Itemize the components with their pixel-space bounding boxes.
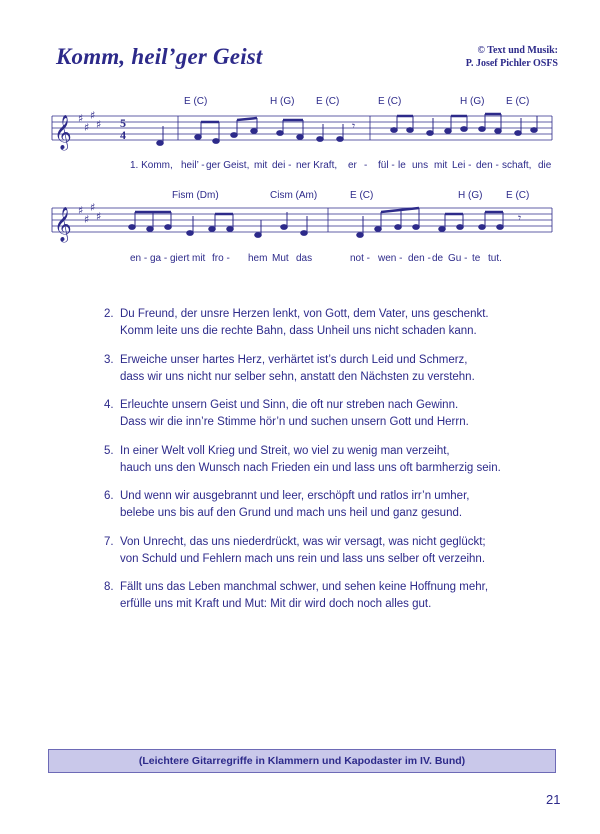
- staff-notation-1: [48, 108, 556, 158]
- svg-text:♯: ♯: [78, 112, 84, 125]
- svg-text:♯: ♯: [84, 213, 90, 226]
- time-signature: [120, 116, 126, 142]
- verse-number: 3.: [104, 353, 114, 366]
- lyric-syllable: tut.: [488, 253, 502, 264]
- lyric-syllable: Lei -: [452, 160, 472, 171]
- staff-notation-2: [48, 200, 556, 250]
- guitar-note-text: (Leichtere Gitarregriffe in Klammern und Kapodaster im IV. Bund): [138, 755, 466, 767]
- verse-line: hauch uns den Wunsch nach Frieden ein und lass uns oft barmherzig sein.: [120, 461, 501, 474]
- verse-line: von Schuld und Fehlern mach uns rein und lass uns selber oft verzeihn.: [120, 552, 486, 565]
- notes-group-2: [129, 208, 522, 237]
- chord-symbol: H (G): [270, 96, 295, 107]
- verse-6: [104, 488, 544, 522]
- chord-symbol: H (G): [458, 190, 483, 201]
- credit-author: P. Josef Pichler OSFS: [465, 58, 558, 69]
- verse-line: Fällt uns das Leben manchmal schwer, und sehen keine Hoffnung mehr,: [120, 581, 489, 593]
- lyric-syllable: ner Kraft,: [296, 160, 338, 171]
- chord-symbol: E (C): [506, 96, 530, 107]
- chord-symbol: E (C): [506, 190, 530, 201]
- chord-symbol: E (C): [316, 96, 340, 107]
- verse-5: [104, 443, 544, 477]
- lyric-syllable: hem: [248, 253, 268, 264]
- verse-line: Erweiche unser hartes Herz, verhärtet ist’s durch Leid und Schmerz,: [120, 353, 468, 366]
- music-staff-2: [48, 200, 556, 250]
- treble-clef-icon: 𝄞: [54, 115, 72, 150]
- chord-symbol: E (C): [350, 190, 374, 201]
- verse-number: 5.: [104, 444, 114, 457]
- verse-7: [104, 534, 544, 568]
- verse-line: Du Freund, der unsre Herzen lenkt, von Gott, dem Vater, uns geschenkt.: [120, 308, 489, 320]
- verse-number: 4.: [104, 399, 114, 411]
- music-staff-1: [48, 108, 556, 158]
- lyric-syllable: te: [472, 253, 481, 264]
- lyric-syllable: fro -: [212, 253, 230, 264]
- lyric-syllable: 1. Komm,: [130, 160, 173, 171]
- svg-text:♯: ♯: [90, 201, 96, 214]
- svg-text:𝄾: 𝄾: [352, 119, 356, 133]
- verse-3: [104, 352, 544, 386]
- lyric-syllable: ga -: [150, 253, 168, 264]
- lyric-syllable: uns: [412, 160, 429, 171]
- treble-clef-icon: 𝄞: [54, 207, 72, 242]
- lyric-syllable: mit: [254, 160, 268, 171]
- key-signature-sharps: [78, 109, 101, 134]
- lyric-syllable: er: [348, 160, 357, 171]
- svg-text:♯: ♯: [84, 121, 90, 134]
- verse-number: 8.: [104, 581, 114, 593]
- lyric-syllable: schaft,: [502, 160, 532, 171]
- page-number: 21: [546, 792, 561, 807]
- lyric-syllable: die: [538, 160, 552, 171]
- lyric-syllable: dei -: [272, 160, 292, 171]
- svg-text:♯: ♯: [96, 118, 102, 131]
- verse-line: Erleuchte unsern Geist und Sinn, die oft nur streben nach Gewinn.: [120, 399, 459, 411]
- verse-2: [104, 306, 544, 340]
- notes-group-1: [157, 114, 538, 145]
- verse-line: In einer Welt voll Krieg und Streit, wo viel zu wenig man verzeiht,: [120, 444, 450, 457]
- verse-line: belebe uns bis auf den Grund und mach uns heil und ganz gesund.: [120, 507, 463, 519]
- verse-line: Dass wir die inn’re Stimme hör’n und suchen unsern Gott und Herrn.: [120, 416, 469, 428]
- verse-line: Und wenn wir ausgebrannt und leer, erschöpft und ratlos irr’n umher,: [120, 490, 470, 502]
- verse-list: [104, 306, 544, 625]
- verse-number: 2.: [104, 308, 114, 320]
- verse-4: [104, 397, 544, 431]
- song-title: Komm, heil’ger Geist: [56, 44, 263, 69]
- lyric-syllable: mit: [434, 160, 448, 171]
- lyric-syllable: wen -: [378, 253, 403, 264]
- verse-number: 7.: [104, 535, 114, 548]
- svg-text:♯: ♯: [90, 109, 96, 122]
- lyric-syllable: mit: [192, 253, 206, 264]
- lyric-syllable: -: [364, 160, 368, 171]
- chord-symbol: H (G): [460, 96, 485, 107]
- guitar-note-banner: [48, 749, 556, 773]
- svg-text:♯: ♯: [96, 210, 102, 223]
- verse-number: 6.: [104, 490, 114, 502]
- lyric-syllable: den -: [408, 253, 431, 264]
- lyric-syllable: de: [432, 253, 444, 264]
- copyright-credit: [412, 44, 558, 70]
- lyric-syllable: Mut: [272, 253, 289, 264]
- lyric-syllable: den -: [476, 160, 499, 171]
- lyric-syllable: Gu -: [448, 253, 468, 264]
- verse-8: [104, 579, 544, 613]
- lyric-syllable: en -: [130, 253, 148, 264]
- lyric-syllable: giert: [170, 253, 190, 264]
- lyric-syllable: le: [398, 160, 406, 171]
- verse-line: Von Unrecht, das uns niederdrückt, was wir versagt, was nicht geglückt;: [120, 535, 486, 548]
- chord-symbol: Fism (Dm): [172, 190, 219, 201]
- svg-text:♯: ♯: [78, 204, 84, 217]
- verse-line: erfülle uns mit Kraft und Mut: Mit dir wird doch noch alles gut.: [120, 598, 432, 610]
- credit-label: © Text und Musik:: [477, 45, 558, 56]
- chord-symbol: E (C): [378, 96, 402, 107]
- verse-line: Komm leite uns die rechte Bahn, dass Unheil uns nicht schaden kann.: [120, 325, 477, 337]
- svg-text:5: 5: [120, 116, 126, 130]
- lyric-syllable: ger Geist,: [206, 160, 250, 171]
- key-signature-sharps: [78, 201, 101, 226]
- verse-line: dass wir uns nicht nur selber sehn, anstatt den Nächsten zu verstehn.: [120, 370, 475, 383]
- lyric-syllable: not -: [350, 253, 371, 264]
- svg-text:𝄾: 𝄾: [518, 211, 522, 225]
- lyric-syllable: das: [296, 253, 313, 264]
- chord-symbol: Cism (Am): [270, 190, 318, 201]
- chord-symbol: E (C): [184, 96, 208, 107]
- svg-text:4: 4: [120, 128, 126, 142]
- lyric-syllable: heil’ -: [181, 160, 205, 171]
- lyric-syllable: fül -: [378, 160, 395, 171]
